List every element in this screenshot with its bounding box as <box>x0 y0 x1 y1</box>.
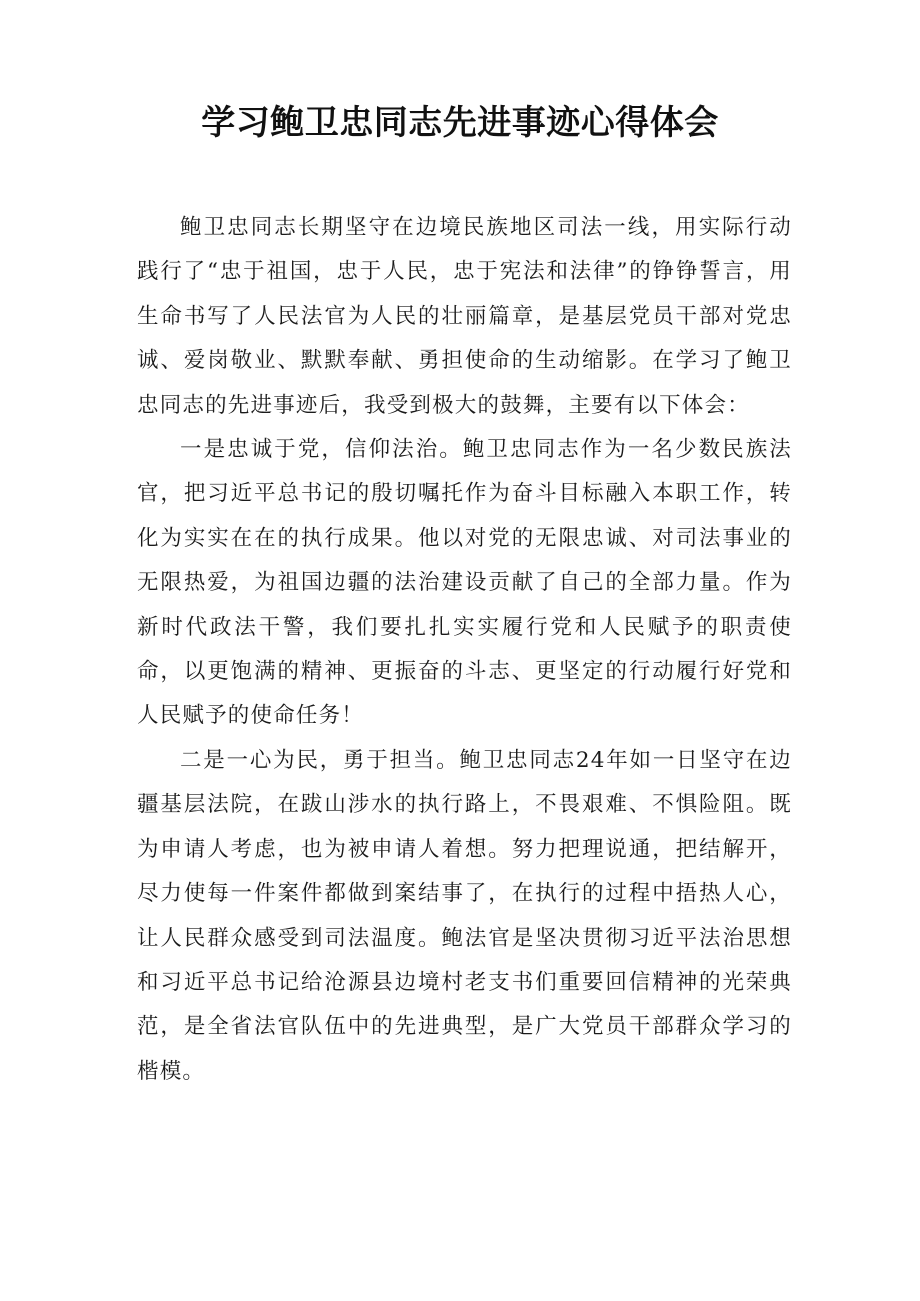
paragraph-intro: 鲍卫忠同志长期坚守在边境民族地区司法一线，用实际行动践行了“忠于祖国，忠于人民，忠于宪法和法律”的铮铮誓言，用生命书写了人民法官为人民的壮丽篇章，是基层党员干部对党忠诚、爱岗敬业、默默奉献、勇担使命的生动缩影。在学习了鲍卫忠同志的先进事迹后，我受到极大的鼓舞，主要有以下体会： <box>137 215 792 418</box>
paragraph-point-one: 一是忠诚于党，信仰法治。鲍卫忠同志作为一名少数民族法官，把习近平总书记的殷切嘱托作为奋斗目标融入本职工作，转化为实实在在的执行成果。他以对党的无限忠诚、对司法事业的无限热爱，为祖国边疆的法治建设贡献了自己的全部力量。作为新时代政法干警，我们要扎扎实实履行党和人民赋予的职责使命，以更饱满的精神、更振奋的斗志、更坚定的行动履行好党和人民赋予的使命任务！ <box>137 437 792 729</box>
paragraph-point-two: 二是一心为民，勇于担当。鲍卫忠同志24年如一日坚守在边疆基层法院，在跋山涉水的执行路上，不畏艰难、不惧险阻。既为申请人考虑，也为被申请人着想。努力把理说通，把结解开，尽力使每一件案件都做到案结事了，在执行的过程中捂热人心，让人民群众感受到司法温度。鲍法官是坚决贯彻习近平法治思想和习近平总书记给沧源县边境村老支书们重要回信精神的光荣典范，是全省法官队伍中的先进典型，是广大党员干部群众学习的楷模。 <box>137 747 792 1084</box>
document-body <box>137 206 792 1094</box>
document-title: 学习鲍卫忠同志先进事迹心得体会 <box>201 103 719 143</box>
